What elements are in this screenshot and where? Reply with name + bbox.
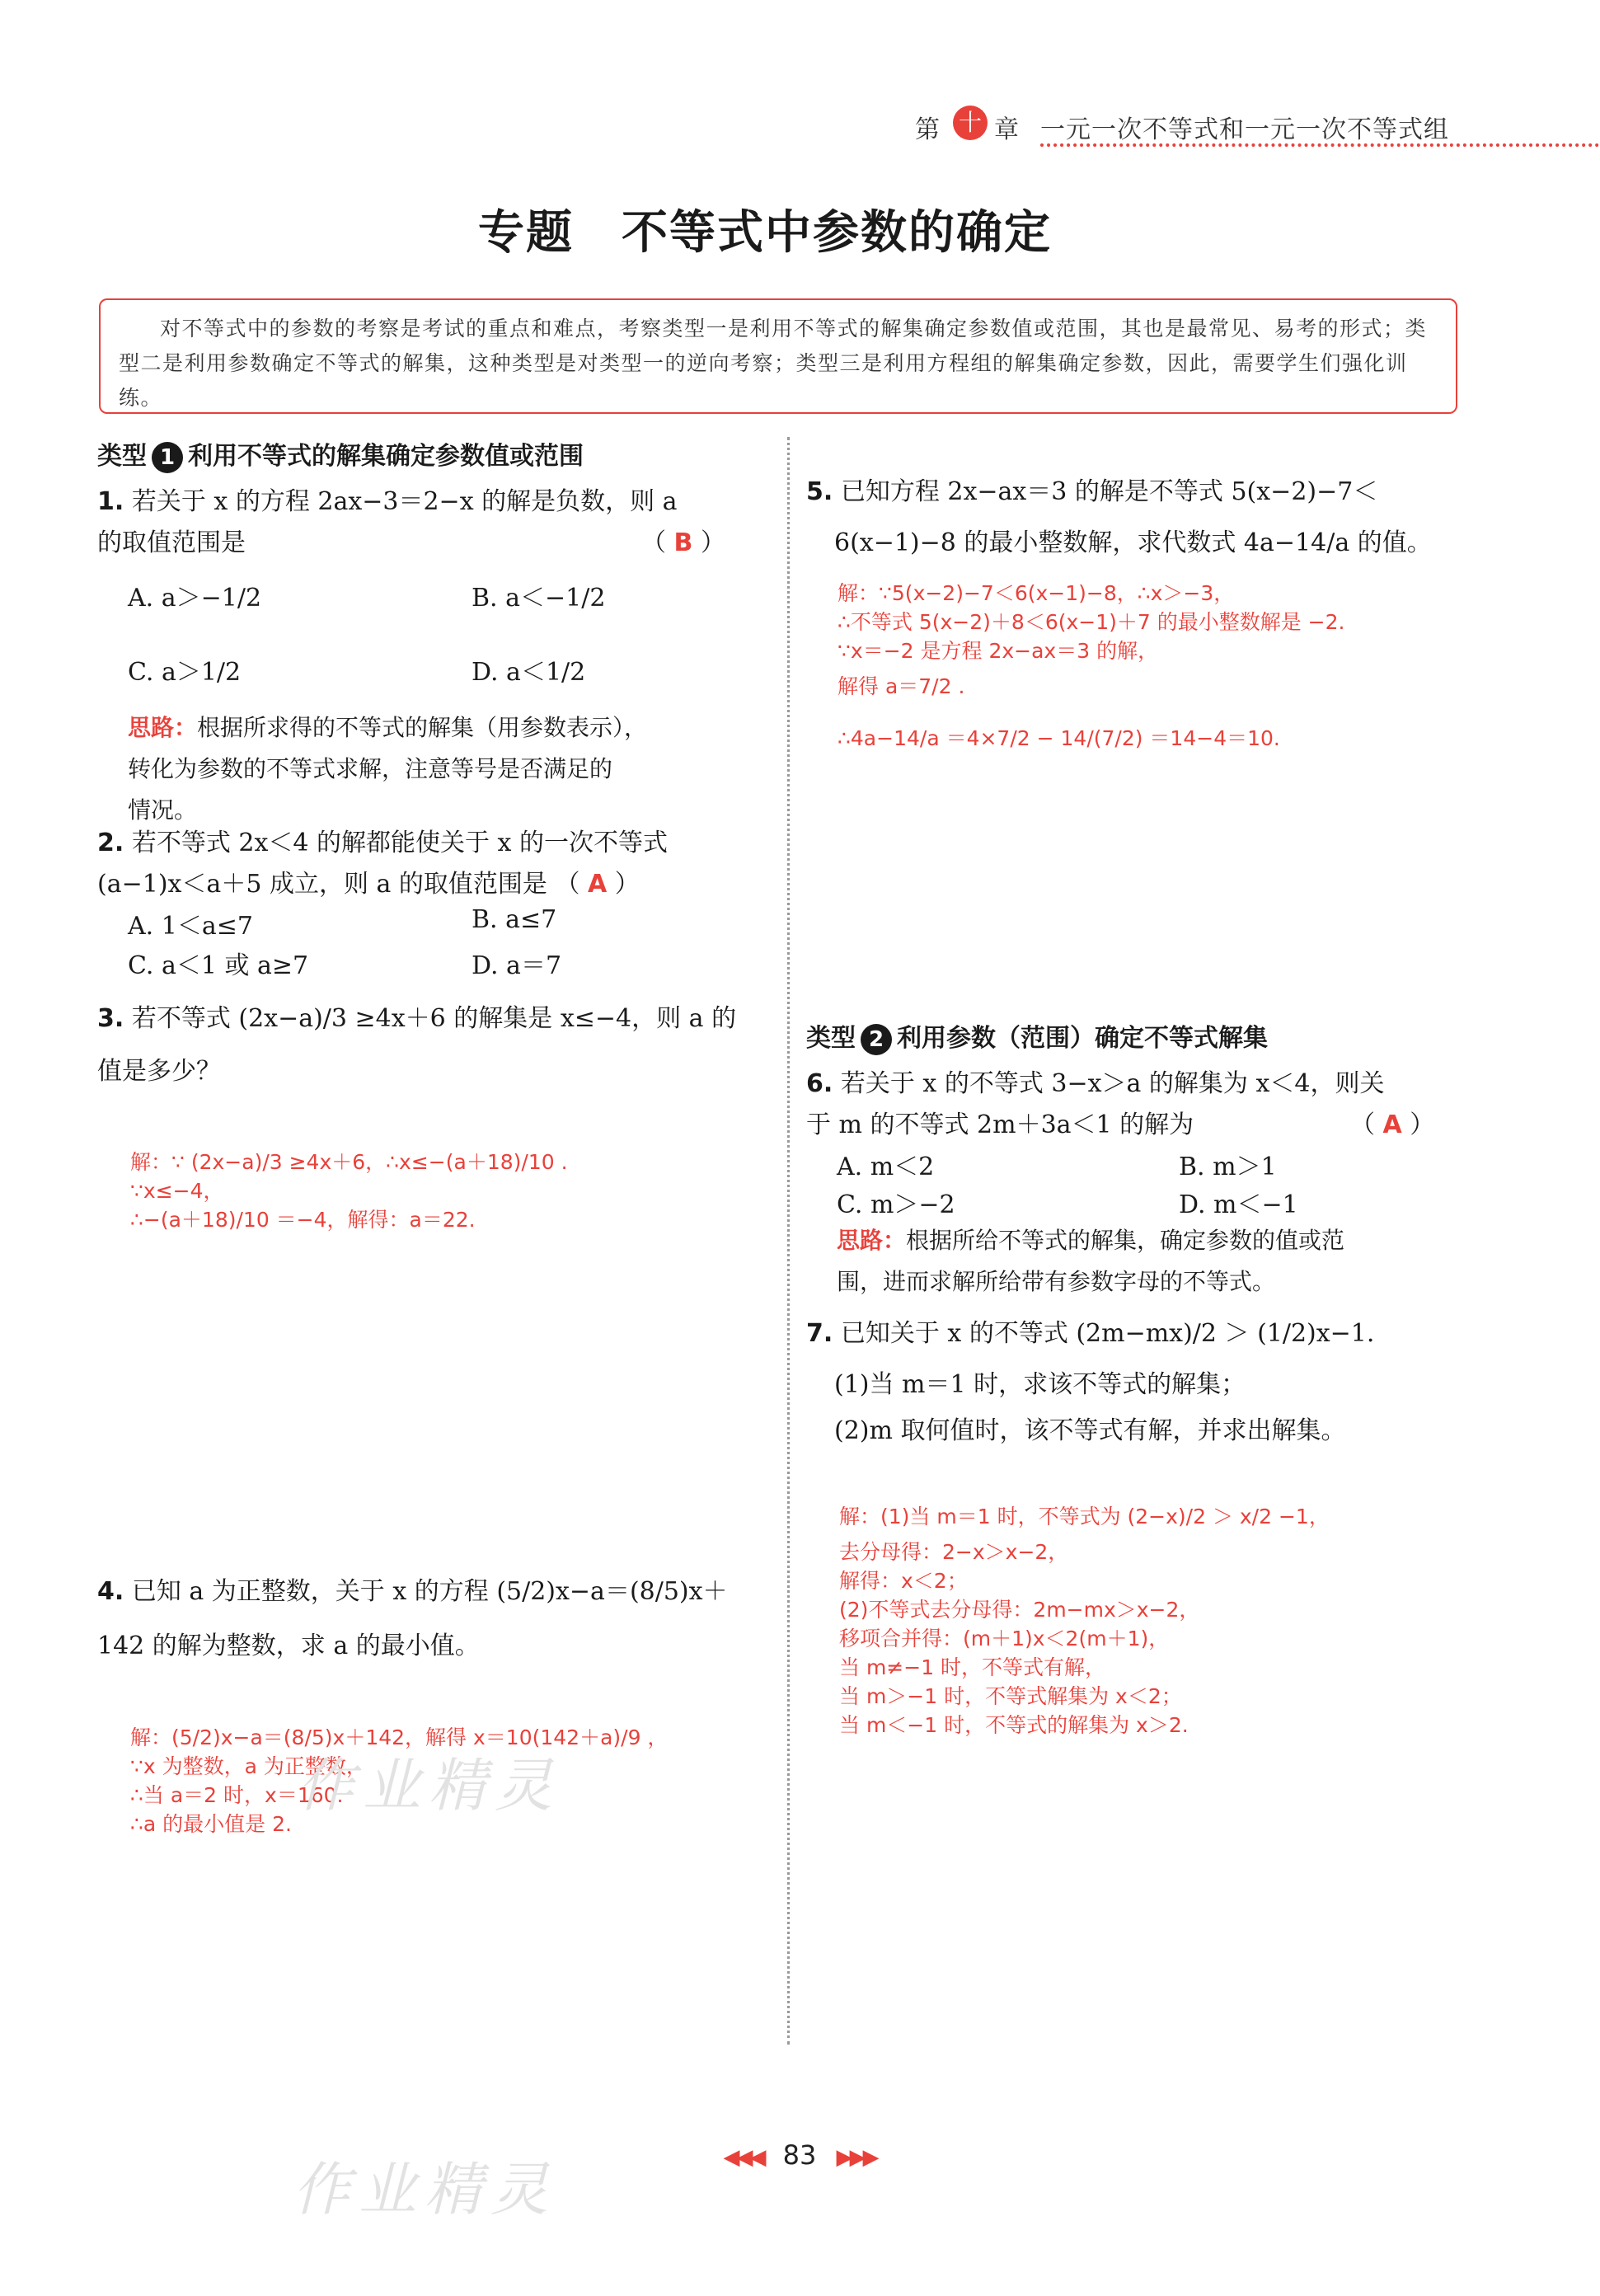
q2-option-b: B. a≤7: [472, 905, 557, 934]
page-number: 83: [782, 2139, 817, 2171]
question-2: [97, 823, 757, 905]
chapter-suffix: 章: [994, 115, 1019, 144]
section-type1: [97, 435, 584, 473]
watermark: 作业精灵: [297, 1752, 561, 1819]
q5-solution-line: ∴4a−14/a ＝4×7/2 − 14/(7/2) ＝14−4＝10.: [838, 726, 1280, 750]
question-1-line1: 若关于 x 的方程 2ax−3＝2−x 的解是负数，则 a: [131, 487, 678, 516]
q6-hint-line1: 根据所给不等式的解集，确定参数的值或范: [906, 1227, 1345, 1254]
header-dotted-rule: [1040, 143, 1599, 147]
q1-hint-line1: 根据所求得的不等式的解集（用参数表示），: [197, 714, 648, 741]
question-6: [806, 1063, 1466, 1146]
question-2-line1: 若不等式 2x＜4 的解都能使关于 x 的一次不等式: [131, 829, 668, 857]
chapter-title: 一元一次不等式和一元一次不等式组: [1040, 115, 1449, 144]
q1-option-b: B. a＜−1/2: [472, 584, 606, 613]
q6-hint-label: 思路：: [837, 1227, 907, 1254]
q1-option-c: C. a＞1/2: [128, 658, 242, 687]
question-2-answer-bracket: （ A ）: [555, 870, 640, 899]
q3-solution-line: ∵x≤−4，: [130, 1179, 224, 1203]
q5-solution-line: 解得 a＝7/2 .: [838, 674, 965, 698]
question-5-number: 5.: [806, 477, 833, 506]
question-1-number: 1.: [97, 487, 124, 516]
question-7-part1: (1)当 m＝1 时，求该不等式的解集；: [834, 1370, 1246, 1399]
q4-solution-line: 解：(5/2)x−a＝(8/5)x＋142，解得 x＝10(142＋a)/9 ，: [130, 1726, 669, 1749]
chapter-prefix: 第: [915, 115, 940, 144]
q7-solution-line: 去分母得：2−x＞x−2，: [839, 1540, 1069, 1564]
question-3-number: 3.: [97, 1004, 124, 1033]
question-7: [806, 1311, 1482, 1454]
q6-hint: [837, 1220, 1480, 1303]
q7-solution-line: 当 m＜−1 时，不等式的解集为 x＞2.: [839, 1713, 1189, 1737]
q1-hint-line3: 情况。: [128, 796, 198, 824]
column-divider: [787, 437, 790, 2045]
question-6-number: 6.: [806, 1069, 833, 1098]
question-6-answer-bracket: （ A ）: [1350, 1110, 1435, 1139]
section-type1-number: 1: [152, 442, 183, 473]
question-1: [97, 481, 757, 564]
intro-box: 对不等式中的参数的考察是考试的重点和难点，考察类型一是利用不等式的解集确定参数值或范围，其也是最常见、易考的形式；类型二是利用参数确定不等式的解集，这种类型是对类型一的逆向考察；类型三是利用方程组的解集确定参数，因此，需要学生们强化训练。: [99, 298, 1457, 414]
question-4-number: 4.: [97, 1577, 124, 1606]
section-type1-label: 类型: [97, 442, 147, 471]
question-6-answer: A: [1382, 1110, 1402, 1139]
page-title: 专题 不等式中参数的确定: [478, 206, 1052, 260]
question-2-line2: (a−1)x＜a＋5 成立，则 a 的取值范围是: [97, 870, 547, 899]
question-5: [806, 467, 1482, 569]
question-5-line1: 已知方程 2x−ax＝3 的解是不等式 5(x−2)−7＜: [840, 477, 1378, 506]
q7-solution-line: 当 m≠−1 时，不等式有解，: [839, 1655, 1106, 1679]
q5-solution-line: ∴不等式 5(x−2)＋8＜6(x−1)＋7 的最小整数解是 −2.: [838, 610, 1345, 634]
chapter-number-badge: 十: [953, 106, 988, 140]
q7-solution-line: 解：(1)当 m＝1 时，不等式为 (2−x)/2 ＞ x/2 −1，: [839, 1505, 1330, 1528]
q7-solution-line: 解得：x＜2；: [839, 1569, 968, 1593]
question-3-line2: 值是多少？: [97, 1057, 221, 1086]
section-type2-label: 类型: [806, 1024, 856, 1053]
question-4: [97, 1565, 773, 1674]
q2-option-c: C. a＜1 或 a≥7: [128, 951, 309, 980]
chapter-header: [915, 106, 1599, 148]
question-6-line1: 若关于 x 的不等式 3−x＞a 的解集为 x＜4，则关: [840, 1069, 1385, 1098]
q1-option-a: A. a＞−1/2: [128, 584, 262, 613]
q6-option-d: D. m＜−1: [1179, 1190, 1298, 1219]
q2-option-d: D. a＝7: [472, 951, 562, 980]
q4-solution-line: ∵x 为整数，a 为正整数，: [130, 1754, 367, 1778]
q7-solution-line: 移项合并得：(m＋1)x＜2(m＋1)，: [839, 1627, 1170, 1650]
question-4-line1: 已知 a 为正整数，关于 x 的方程 (5/2)x−a＝(8/5)x＋: [131, 1577, 728, 1606]
q7-solution: [839, 1502, 1482, 1740]
q6-option-b: B. m＞1: [1179, 1153, 1277, 1181]
q3-solution-line: 解：∵ (2x−a)/3 ≥4x＋6，∴x≤−(a＋18)/10 .: [130, 1150, 568, 1174]
q1-option-d: D. a＜1/2: [472, 658, 586, 687]
question-3-line1: 若不等式 (2x−a)/3 ≥4x＋6 的解集是 x≤−4，则 a 的: [131, 1004, 737, 1033]
question-1-line2: 的取值范围是: [97, 528, 246, 557]
q3-solution: [130, 1148, 757, 1234]
q6-hint-line2: 围，进而求解所给带有参数字母的不等式。: [837, 1268, 1276, 1295]
q2-option-a: A. 1＜a≤7: [128, 912, 253, 941]
q4-solution-line: ∴a 的最小值是 2.: [130, 1812, 292, 1836]
q1-hint-line2: 转化为参数的不等式求解，注意等号是否满足的: [128, 755, 613, 782]
section-type1-title: 利用不等式的解集确定参数值或范围: [188, 442, 584, 471]
section-type2-number: 2: [861, 1024, 892, 1055]
question-6-line2: 于 m 的不等式 2m＋3a＜1 的解为: [806, 1110, 1194, 1139]
section-type2: [806, 1017, 1268, 1055]
question-1-answer-bracket: （ B ）: [641, 528, 725, 557]
q7-solution-line: (2)不等式去分母得：2m−mx＞x−2，: [839, 1598, 1200, 1622]
q1-hint: [128, 707, 754, 831]
page-footer: [692, 2139, 907, 2171]
question-2-answer: A: [588, 870, 608, 899]
watermark: 作业精灵: [293, 2156, 556, 2223]
section-type2-title: 利用参数（范围）确定不等式解集: [897, 1024, 1268, 1053]
prev-arrows-icon: ◀◀◀: [723, 2145, 763, 2170]
question-3: [97, 993, 757, 1098]
question-5-line2: 6(x−1)−8 的最小整数解，求代数式 4a−14/a 的值。: [834, 528, 1432, 557]
q5-solution: [838, 579, 1497, 753]
question-7-part2: (2)m 取何值时，该不等式有解，并求出解集。: [834, 1416, 1346, 1445]
q5-solution-line: 解：∵5(x−2)−7＜6(x−1)−8，∴x＞−3，: [838, 581, 1235, 605]
q4-solution-line: ∴当 a＝2 时，x＝160.: [130, 1783, 344, 1807]
q3-solution-line: ∴−(a＋18)/10 ＝−4，解得：a＝22.: [130, 1208, 476, 1232]
q6-option-a: A. m＜2: [837, 1153, 935, 1181]
q1-hint-label: 思路：: [128, 714, 198, 741]
q6-option-c: C. m＞−2: [837, 1190, 955, 1219]
q7-solution-line: 当 m＞−1 时，不等式解集为 x＜2；: [839, 1684, 1182, 1708]
question-2-number: 2.: [97, 829, 124, 857]
question-7-number: 7.: [806, 1319, 833, 1348]
question-7-line1: 已知关于 x 的不等式 (2m−mx)/2 ＞ (1/2)x−1.: [840, 1319, 1375, 1348]
question-1-answer: B: [673, 528, 693, 557]
q5-solution-line: ∵x＝−2 是方程 2x−ax＝3 的解，: [838, 639, 1159, 663]
next-arrows-icon: ▶▶▶: [836, 2145, 876, 2170]
question-4-line2: 142 的解为整数，求 a 的最小值。: [97, 1632, 480, 1660]
